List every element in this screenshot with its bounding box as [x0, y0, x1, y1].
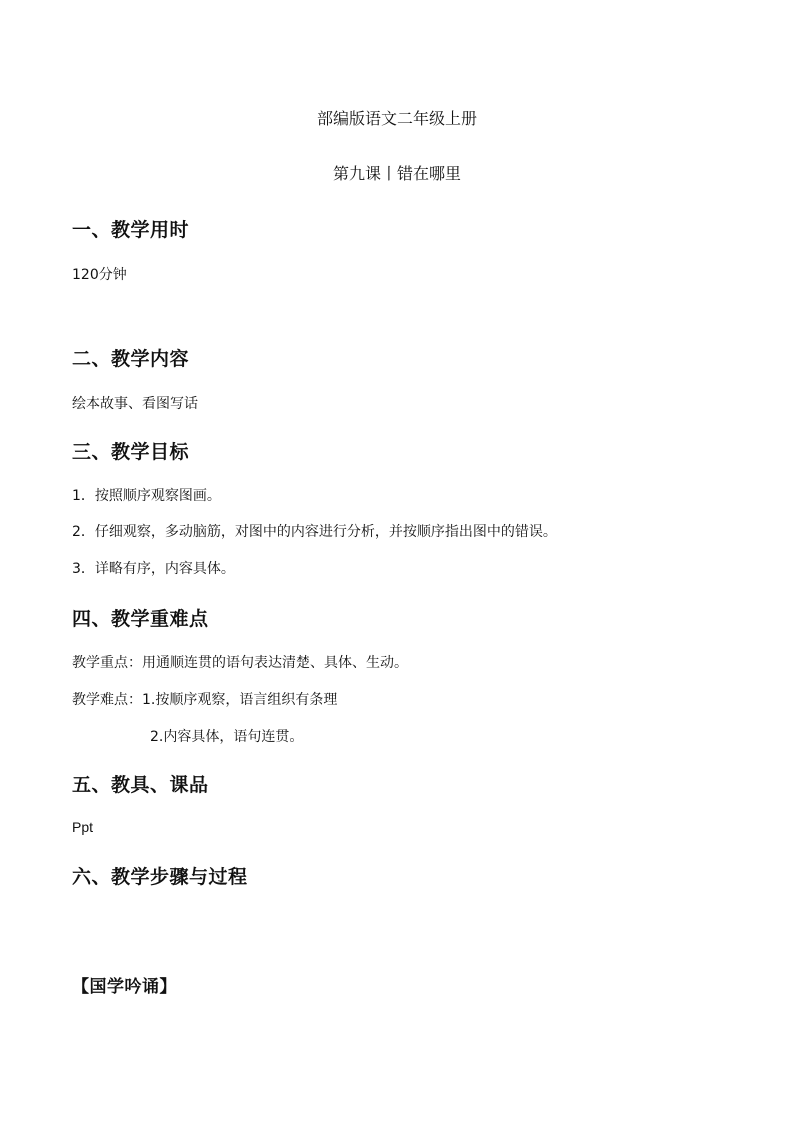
difficulty-text-2: 2.内容具体，语句连贯。: [150, 729, 304, 745]
section-heading-materials: 五、教具、课品: [72, 774, 209, 796]
subheading-recitation: 【国学吟诵】: [72, 977, 177, 997]
key-point-text: 教学重点：用通顺连贯的语句表达清楚、具体、生动。: [72, 655, 408, 671]
goal-item-3: 3．详略有序，内容具体。: [72, 561, 235, 577]
section-heading-time: 一、教学用时: [72, 219, 190, 241]
lesson-title: 第九课丨错在哪里: [332, 164, 461, 183]
section-text-materials: Ppt: [72, 819, 94, 835]
section-heading-goals: 三、教学目标: [72, 441, 190, 463]
goal-item-2: 2．仔细观察，多动脑筋，对图中的内容进行分析，并按顺序指出图中的错误。: [72, 524, 557, 540]
section-text-time: 120分钟: [72, 267, 127, 283]
difficulty-text-1: 教学难点：1.按顺序观察，语言组织有条理: [72, 692, 338, 708]
section-heading-content: 二、教学内容: [72, 348, 190, 370]
section-heading-key-points: 四、教学重难点: [72, 608, 209, 630]
goal-item-1: 1．按照顺序观察图画。: [72, 488, 221, 504]
document-title: 部编版语文二年级上册: [316, 109, 477, 128]
section-text-content: 绘本故事、看图写话: [72, 396, 198, 412]
section-heading-steps: 六、教学步骤与过程: [72, 866, 248, 888]
